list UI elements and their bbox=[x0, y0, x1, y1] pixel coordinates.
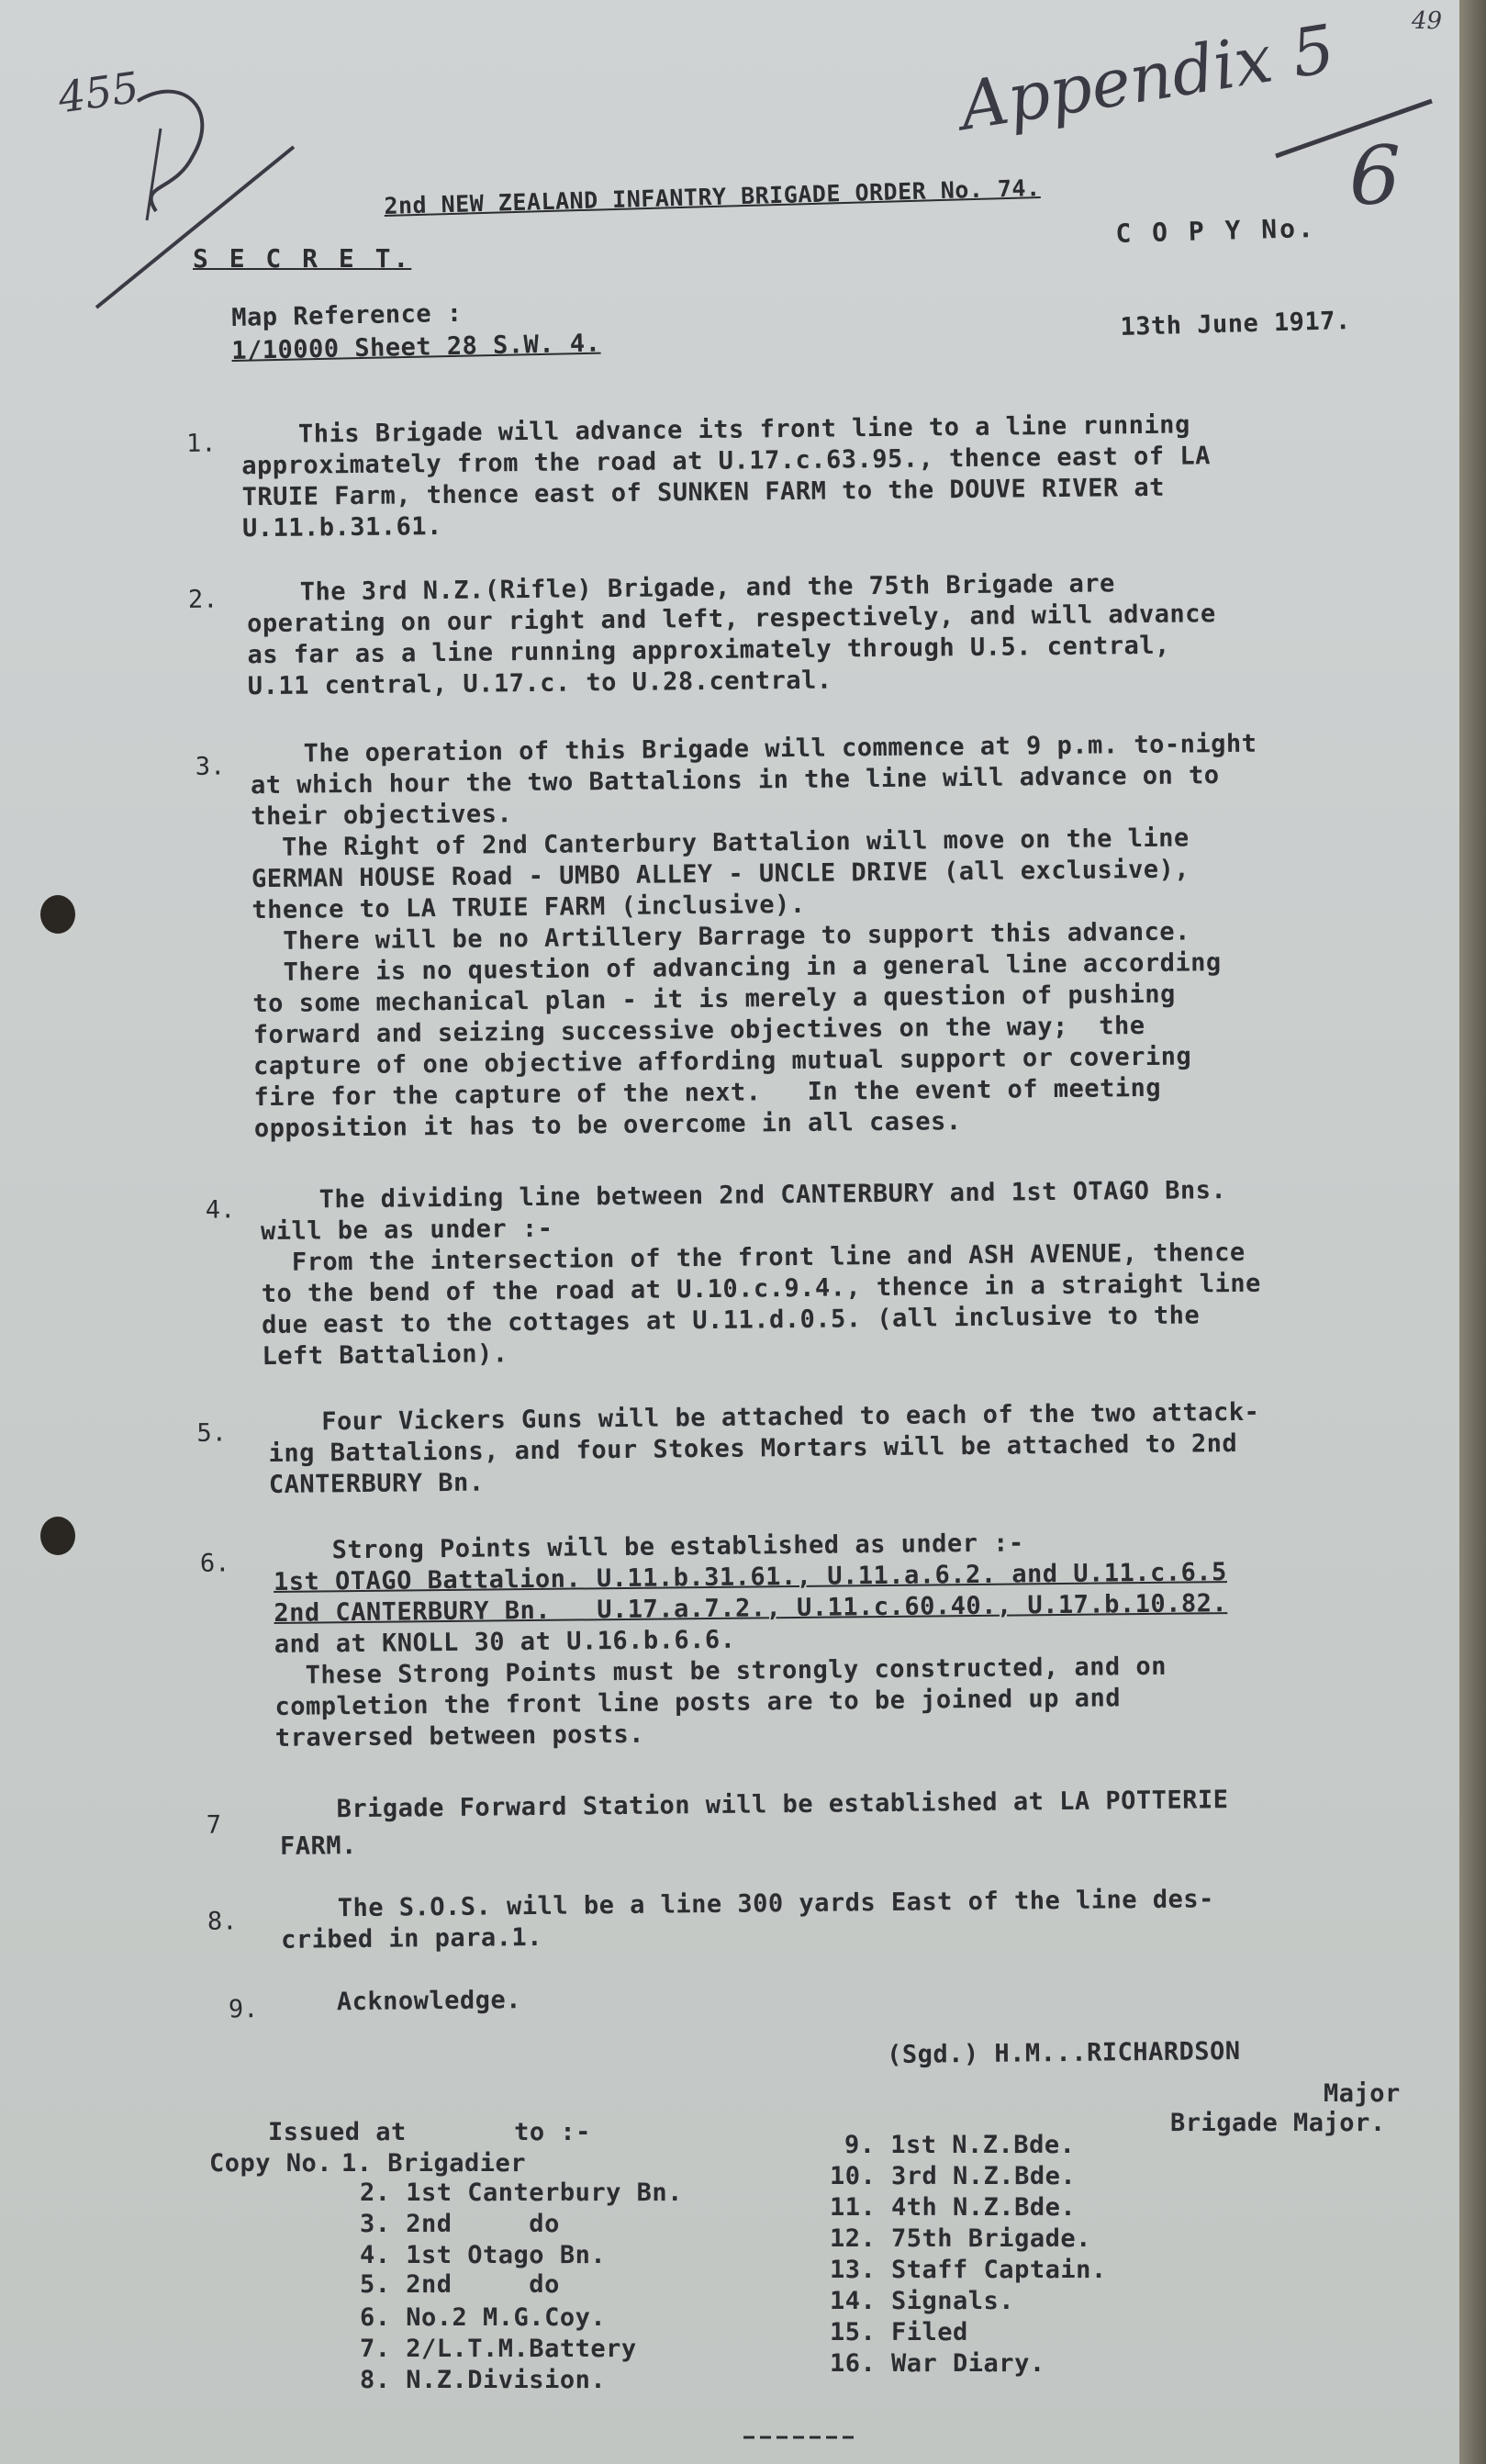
copy-number-annotation: 6 bbox=[1349, 129, 1401, 223]
paragraph-line: thence to LA TRUIE FARM (inclusive). bbox=[251, 890, 806, 925]
paragraph-line: completion the front line posts are to be joined up and bbox=[274, 1684, 1122, 1721]
list-item: 12. 75th Brigade. bbox=[830, 2224, 1091, 2253]
list-item: 2. 1st Canterbury Bn. bbox=[360, 2178, 683, 2207]
punch-hole-top bbox=[40, 895, 75, 934]
paragraph-number: 9. bbox=[228, 1995, 259, 2024]
paragraph-line: traversed between posts. bbox=[274, 1719, 645, 1753]
paragraph-line: fire for the capture of the next. In the event of meeting bbox=[253, 1073, 1162, 1113]
paragraph-line: 2nd CANTERBURY Bn. U.17.a.7.2., U.11.c.60.40., U.17.b.10.82. bbox=[274, 1589, 1228, 1628]
page-edge bbox=[1459, 0, 1486, 2464]
paragraph-line: their objectives. bbox=[251, 800, 513, 832]
paragraph-line: TRUIE Farm, thence east of SUNKEN FARM to the DOUVE RIVER at bbox=[241, 473, 1166, 512]
paragraph-line: Strong Points will be established as under :- bbox=[331, 1529, 1024, 1565]
paragraph-number: 5. bbox=[196, 1418, 228, 1448]
list-item: 15. Filed bbox=[830, 2318, 968, 2346]
paragraph-line: FARM. bbox=[279, 1831, 358, 1861]
classification-label: S E C R E T. bbox=[193, 243, 412, 274]
appendix-annotation: Appendix 5 bbox=[955, 9, 1340, 145]
paragraph-line: There will be no Artillery Barrage to support this advance. bbox=[251, 917, 1190, 957]
signature-title: Brigade Major. bbox=[1170, 2109, 1386, 2137]
paragraph-line: capture of one objective affording mutual support or covering bbox=[253, 1042, 1192, 1081]
paragraph-line: to some mechanical plan - it is merely a question of pushing bbox=[252, 980, 1176, 1019]
paragraph-line: This Brigade will advance its front line to a line running bbox=[297, 410, 1190, 449]
paragraph-line: The 3rd N.Z.(Rifle) Brigade, and the 75th Brigade are bbox=[299, 569, 1115, 607]
paragraph-line: due east to the cottages at U.11.d.0.5. (all inclusive to the bbox=[261, 1301, 1201, 1340]
paragraph-line: There is no question of advancing in a general line according bbox=[251, 948, 1222, 988]
list-item: 14. Signals. bbox=[830, 2287, 1015, 2315]
paragraph-line: forward and seizing successive objectives on the way; the bbox=[252, 1011, 1145, 1050]
copy-label: C O P Y No. bbox=[1115, 212, 1317, 249]
paragraph-line: 1st OTAGO Battalion. U.11.b.31.61., U.11.a.6.2. and U.11.c.6.5 bbox=[273, 1558, 1228, 1596]
list-item: 13. Staff Captain. bbox=[830, 2256, 1107, 2284]
paragraph-line: approximately from the road at U.17.c.63.95., thence east of LA bbox=[241, 442, 1212, 481]
paragraph-line: GERMAN HOUSE Road - UMBO ALLEY - UNCLE DRIVE (all exclusive), bbox=[251, 855, 1190, 894]
paragraph-line: Left Battalion). bbox=[262, 1339, 508, 1372]
paragraph-line: CANTERBURY Bn. bbox=[268, 1468, 485, 1500]
paragraph-line: The S.O.S. will be a line 300 yards East of the line des- bbox=[337, 1885, 1214, 1923]
paragraph-line: U.11.b.31.61. bbox=[241, 511, 443, 543]
paragraph-number: 1. bbox=[185, 429, 217, 458]
list-item: 11. 4th N.Z.Bde. bbox=[830, 2193, 1077, 2222]
folio-number: 455 bbox=[55, 62, 142, 123]
list-item: 9. 1st N.Z.Bde. bbox=[844, 2131, 1076, 2159]
list-item: 6. No.2 M.G.Coy. bbox=[360, 2303, 607, 2332]
paragraph-line: The Right of 2nd Canterbury Battalion will move on the line bbox=[251, 823, 1190, 863]
paragraph-number: 6. bbox=[199, 1549, 230, 1578]
list-item: 16. War Diary. bbox=[830, 2349, 1045, 2378]
list-item: 4. 1st Otago Bn. bbox=[360, 2241, 607, 2269]
map-reference-label: Map Reference : bbox=[231, 298, 463, 332]
paragraph-number: 4. bbox=[205, 1195, 236, 1225]
list-item: 7. 2/L.T.M.Battery bbox=[360, 2335, 637, 2363]
paragraph-number: 7 bbox=[206, 1810, 222, 1840]
order-date: 13th June 1917. bbox=[1120, 306, 1352, 342]
map-reference-value: 1/10000 Sheet 28 S.W. 4. bbox=[231, 329, 601, 365]
paragraph-number: 2. bbox=[187, 585, 218, 614]
paragraph-line: cribed in para.1. bbox=[280, 1922, 543, 1954]
paragraph-line: Acknowledge. bbox=[336, 1986, 522, 2017]
punch-hole-bottom bbox=[40, 1517, 75, 1555]
paragraph-line: U.11 central, U.17.c. to U.28.central. bbox=[247, 666, 832, 701]
list-item: 3. 2nd do bbox=[360, 2210, 560, 2238]
paragraph-line: From the intersection of the front line and ASH AVENUE, thence bbox=[261, 1238, 1246, 1278]
signature-line: (Sgd.) H.M...RICHARDSON bbox=[887, 2036, 1241, 2069]
issued-line: Issued at to :- bbox=[268, 2118, 591, 2146]
list-item: 1. Brigadier bbox=[341, 2149, 527, 2178]
list-item: 8. N.Z.Division. bbox=[360, 2366, 607, 2394]
paragraph-line: will be as under :- bbox=[260, 1214, 553, 1247]
paragraph-number: 3. bbox=[195, 752, 226, 781]
paragraph-line: Four Vickers Guns will be attached to each of the two attack- bbox=[321, 1397, 1260, 1437]
paragraph-line: operating on our right and left, respectively, and will advance bbox=[246, 599, 1216, 639]
distribution-copy-label: Copy No. bbox=[209, 2149, 333, 2178]
paragraph-line: and at KNOLL 30 at U.16.b.6.6. bbox=[274, 1625, 736, 1659]
corner-page-number: 49 bbox=[1412, 7, 1443, 35]
paragraph-line: The dividing line between 2nd CANTERBURY and 1st OTAGO Bns. bbox=[318, 1176, 1227, 1215]
signature-rank: Major bbox=[1324, 2079, 1401, 2108]
list-item: 10. 3rd N.Z.Bde. bbox=[830, 2162, 1077, 2190]
paragraph-line: ing Battalions, and four Stokes Mortars will be attached to 2nd bbox=[268, 1428, 1238, 1469]
paragraph-line: at which hour the two Battalions in the line will advance on to bbox=[250, 761, 1220, 801]
list-item: 5. 2nd do bbox=[360, 2270, 560, 2299]
paragraph-line: opposition it has to be overcome in all cases. bbox=[253, 1107, 962, 1144]
paragraph-line: Brigade Forward Station will be established at LA POTTERIE bbox=[336, 1786, 1229, 1824]
paragraph-line: as far as a line running approximately through U.5. central, bbox=[247, 631, 1170, 670]
document-title: 2nd NEW ZEALAND INFANTRY BRIGADE ORDER No. 74. bbox=[384, 174, 1041, 219]
paragraph-line: to the bend of the road at U.10.c.9.4., thence in a straight line bbox=[261, 1269, 1261, 1309]
paragraph-line: These Strong Points must be strongly constructed, and on bbox=[274, 1652, 1168, 1690]
paragraph-number: 8. bbox=[207, 1907, 238, 1936]
paragraph-line: The operation of this Brigade will commence at 9 p.m. to-night bbox=[303, 729, 1257, 768]
